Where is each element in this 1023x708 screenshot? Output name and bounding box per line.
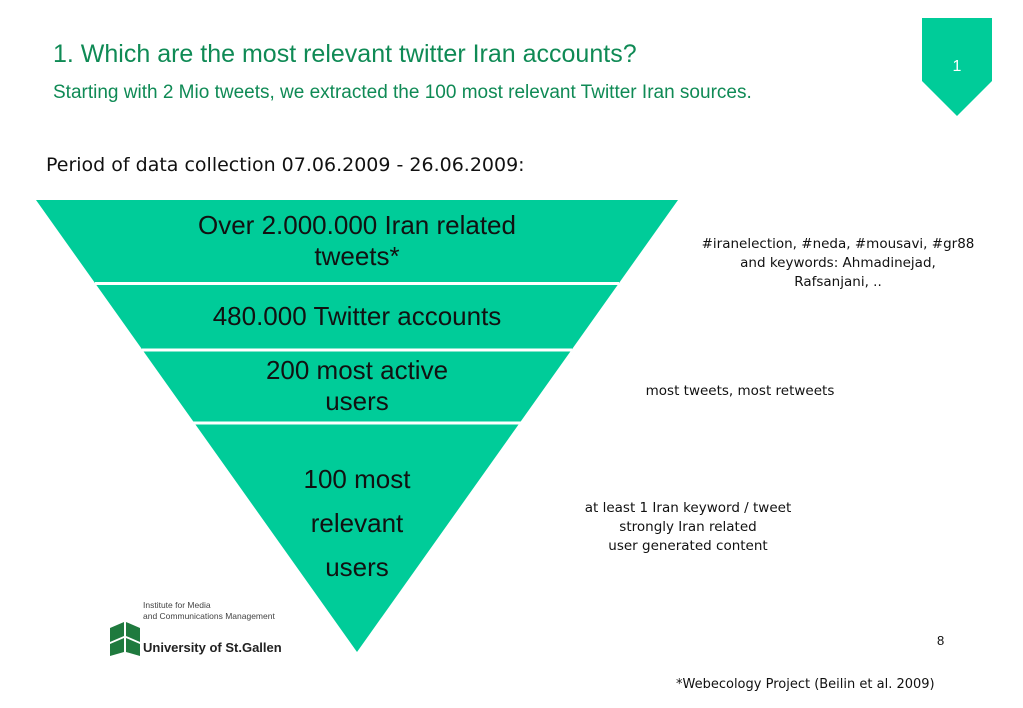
tier-4-line-1: 100 most: [303, 464, 411, 494]
page-subtitle: Starting with 2 Mio tweets, we extracted the 100 most relevant Twitter Iran sources.: [53, 82, 752, 103]
institute-name-line-1: Institute for Media: [143, 600, 211, 610]
note-relevance-line-3: user generated content: [608, 538, 768, 554]
university-name: University of St.Gallen: [143, 640, 282, 655]
page-title: 1. Which are the most relevant twitter Iran accounts?: [53, 40, 637, 68]
tier-4-line-2: relevant: [310, 508, 404, 538]
collection-period: Period of data collection 07.06.2009 - 26.06.2009:: [46, 154, 525, 176]
note-relevance-line-2: strongly Iran related: [619, 519, 757, 535]
tier-4-line-3: users: [325, 552, 389, 582]
note-keywords-line-1: #iranelection, #neda, #mousavi, #gr88: [701, 236, 975, 252]
tier-1-line-2: tweets*: [314, 241, 400, 271]
tier-2-line-1: 480.000 Twitter accounts: [212, 301, 502, 331]
tier-3-line-1: 200 most active: [265, 355, 449, 385]
institute-name: [143, 600, 275, 622]
university-crest-icon: [110, 622, 140, 656]
tier-1-line-1: Over 2.000.000 Iran related: [198, 210, 516, 240]
footnote: *Webecology Project (Beilin et al. 2009): [676, 677, 935, 692]
note-keywords: [660, 235, 1016, 292]
funnel-tier-1-label: [140, 210, 574, 272]
note-activity: [600, 382, 880, 401]
tier-3-line-2: users: [325, 386, 389, 416]
page-number: 8: [937, 633, 945, 648]
funnel-tier-4-label: [207, 457, 507, 589]
funnel-tier-3-label: [157, 355, 557, 417]
note-keywords-line-3: Rafsanjani, ..: [794, 274, 882, 290]
note-activity-line-1: most tweets, most retweets: [645, 383, 835, 399]
funnel-tier-2-label: [140, 301, 574, 332]
slide-number-badge-label: 1: [952, 58, 962, 75]
note-relevance: [538, 499, 838, 556]
note-relevance-line-1: at least 1 Iran keyword / tweet: [584, 500, 792, 516]
note-keywords-line-2: and keywords: Ahmadinejad,: [740, 255, 936, 271]
institute-name-line-2: and Communications Management: [143, 611, 275, 621]
